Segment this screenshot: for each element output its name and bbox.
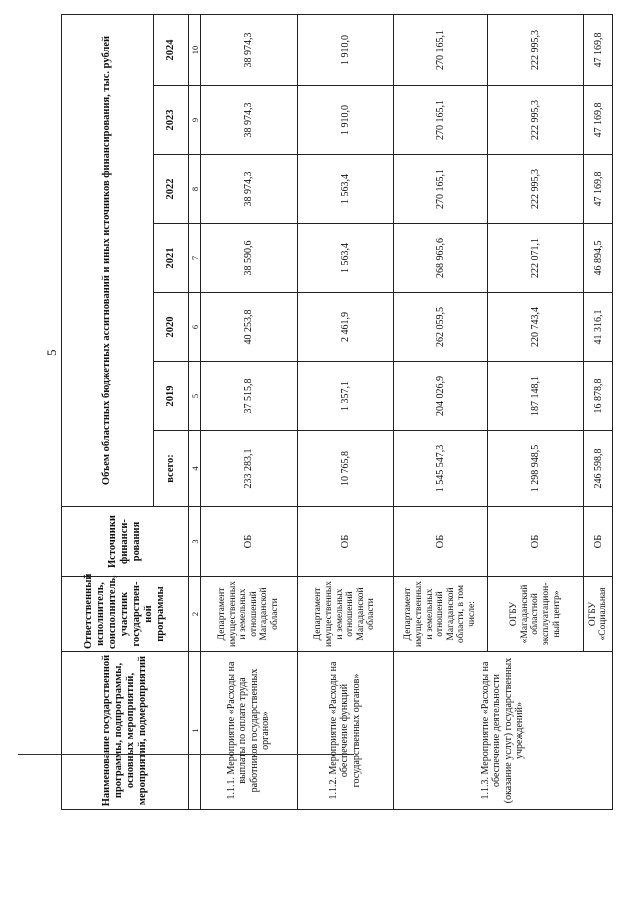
table-row <box>201 14 297 809</box>
executor-cell: ОГБУ «Социальная <box>584 577 613 652</box>
index-cell: 5 <box>189 362 201 431</box>
total-cell: 1 298 948,5 <box>488 431 584 507</box>
financing-table <box>61 14 613 810</box>
value-cell: 1 563,4 <box>297 224 393 293</box>
source-cell: ОБ <box>393 507 487 577</box>
executor-cell: Департамент имущественных и земельных отношений Магаданской области <box>201 577 297 652</box>
header-year: 2020 <box>154 293 189 362</box>
header-year: 2024 <box>154 14 189 85</box>
value-cell: 46 894,5 <box>584 224 613 293</box>
value-cell: 270 165,1 <box>393 86 487 155</box>
source-cell: ОБ <box>201 507 297 577</box>
value-cell: 38 974,3 <box>201 155 297 224</box>
header-year: 2022 <box>154 155 189 224</box>
value-cell: 222 995,3 <box>488 14 584 85</box>
value-cell: 16 878,8 <box>584 362 613 431</box>
source-cell: ОБ <box>584 507 613 577</box>
index-cell: 8 <box>189 155 201 224</box>
value-cell: 40 253,8 <box>201 293 297 362</box>
footer-divider <box>18 754 354 755</box>
header-total: всего: <box>154 431 189 507</box>
value-cell: 268 965,6 <box>393 224 487 293</box>
header-volume: Объем областных бюджетных ассигнований и иных источников финансирования, тыс. рублей <box>62 14 154 506</box>
value-cell: 222 995,3 <box>488 155 584 224</box>
total-cell: 10 765,8 <box>297 431 393 507</box>
value-cell: 262 059,5 <box>393 293 487 362</box>
index-cell: 4 <box>189 431 201 507</box>
value-cell: 47 169,8 <box>584 14 613 85</box>
measure-name: 1.1.3. Мероприятие «Расходы на обеспечение деятельности (оказание услуг) государственных учреждений» <box>393 652 612 810</box>
rotated-table-container <box>61 15 613 810</box>
executor-cell: ОГБУ «Магаданский областной эксплуатацион-ный центр» <box>488 577 584 652</box>
value-cell: 204 026,9 <box>393 362 487 431</box>
value-cell: 41 316,1 <box>584 293 613 362</box>
value-cell: 222 995,3 <box>488 86 584 155</box>
measure-name: 1.1.1. Мероприятие «Расходы на выплаты по оплате труда работников государственных органов» <box>201 652 297 810</box>
index-cell: 1 <box>189 652 201 810</box>
value-cell: 38 974,3 <box>201 14 297 85</box>
value-cell: 1 563,4 <box>297 155 393 224</box>
header-year: 2019 <box>154 362 189 431</box>
total-cell: 1 545 547,3 <box>393 431 487 507</box>
value-cell: 270 165,1 <box>393 14 487 85</box>
value-cell: 2 461,9 <box>297 293 393 362</box>
value-cell: 47 169,8 <box>584 155 613 224</box>
value-cell: 37 515,8 <box>201 362 297 431</box>
executor-cell: Департамент имущественных и земельных отношений Магаданской области, в том числе: <box>393 577 487 652</box>
header-year: 2021 <box>154 224 189 293</box>
header-executor: Ответственный исполнитель, соисполнитель, участник государствен-ной программы <box>62 577 189 652</box>
value-cell: 270 165,1 <box>393 155 487 224</box>
index-cell: 3 <box>189 507 201 577</box>
value-cell: 47 169,8 <box>584 86 613 155</box>
source-cell: ОБ <box>297 507 393 577</box>
table-row <box>297 14 393 809</box>
index-cell: 9 <box>189 86 201 155</box>
value-cell: 187 148,1 <box>488 362 584 431</box>
index-row <box>189 14 201 809</box>
table-row <box>393 14 487 809</box>
index-cell: 7 <box>189 224 201 293</box>
value-cell: 38 590,6 <box>201 224 297 293</box>
index-cell: 2 <box>189 577 201 652</box>
value-cell: 38 974,3 <box>201 86 297 155</box>
value-cell: 1 910,0 <box>297 86 393 155</box>
header-name: Наименование государственной программы, подпрограммы, основных мероприятий, мероприятий, подмероприятий <box>62 652 189 810</box>
index-cell: 10 <box>189 14 201 85</box>
index-cell: 6 <box>189 293 201 362</box>
value-cell: 222 071,1 <box>488 224 584 293</box>
value-cell: 1 357,1 <box>297 362 393 431</box>
value-cell: 1 910,0 <box>297 14 393 85</box>
page-number: 5 <box>44 349 59 356</box>
header-year: 2023 <box>154 86 189 155</box>
source-cell: ОБ <box>488 507 584 577</box>
value-cell: 220 743,4 <box>488 293 584 362</box>
header-source: Источники финанси-рования <box>62 507 189 577</box>
measure-name: 1.1.2. Мероприятие «Расходы на обеспечение функций государственных органов» <box>297 652 393 810</box>
executor-cell: Департамент имущественных и земельных отношений Магаданской области <box>297 577 393 652</box>
total-cell: 246 598,8 <box>584 431 613 507</box>
total-cell: 233 283,1 <box>201 431 297 507</box>
